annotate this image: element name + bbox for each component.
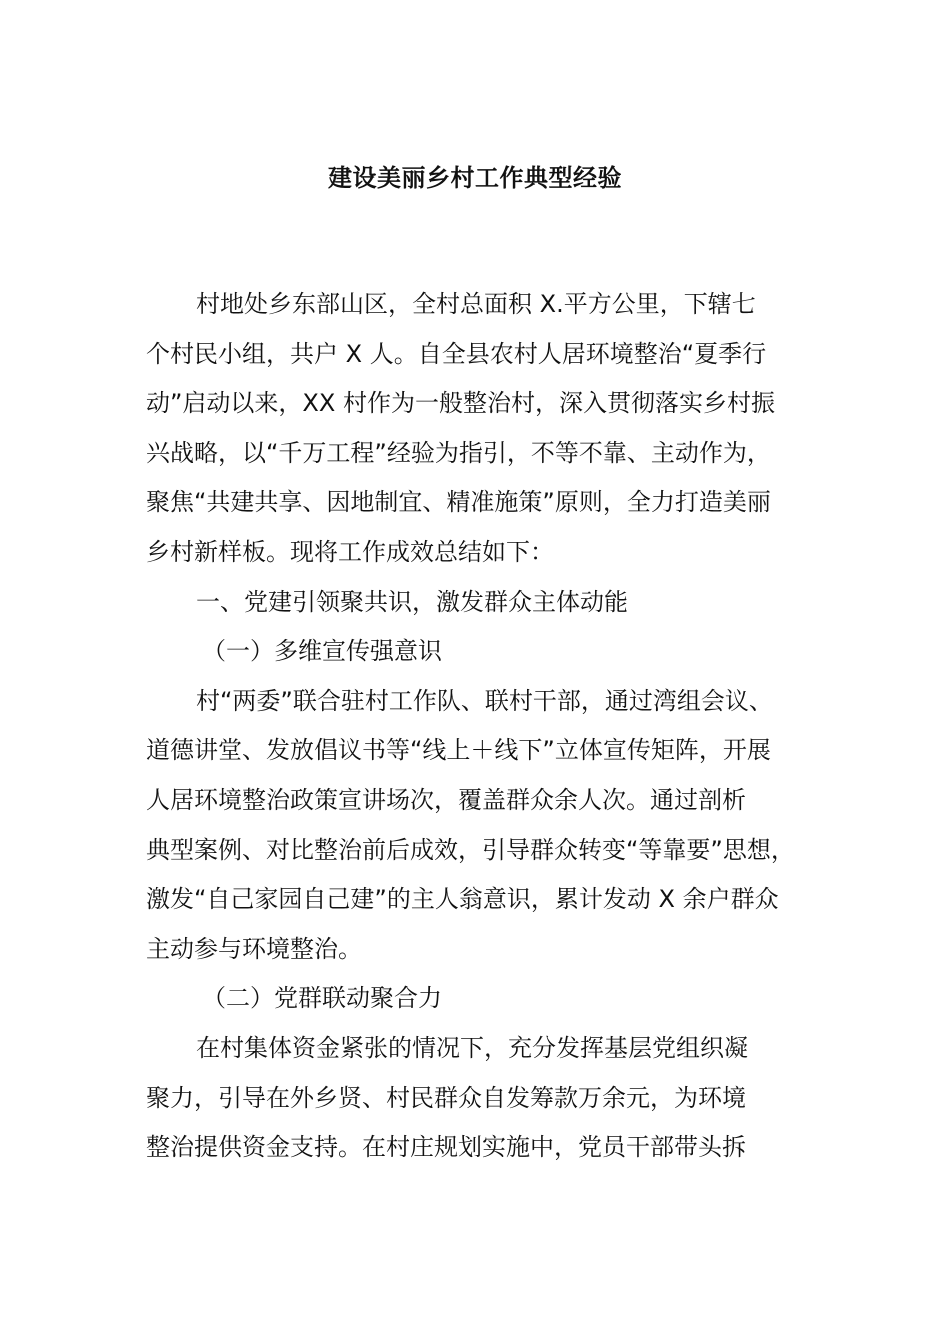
paragraph-line: 激发“自己家园自己建”的主人翁意识，累计发动 X 余户群众 <box>146 885 779 914</box>
paragraph-line: 动”启动以来，XX 村作为一般整治村，深入贯彻落实乡村振 <box>146 389 775 418</box>
document-title: 建设美丽乡村工作典型经验 <box>328 164 622 192</box>
section-heading: 一、党建引领聚共识，激发群众主体动能 <box>196 587 628 616</box>
paragraph-line: 整治提供资金支持。在村庄规划实施中，党员干部带头拆 <box>146 1133 746 1162</box>
paragraph-line: 主动参与环境整治。 <box>146 934 362 963</box>
paragraph-line: 村地处乡东部山区，全村总面积 X.平方公里，下辖七 <box>196 290 756 318</box>
paragraph-line: 道德讲堂、发放倡议书等“线上＋线下”立体宣传矩阵，开展 <box>146 736 771 765</box>
paragraph-line: 在村集体资金紧张的情况下，充分发挥基层党组织凝 <box>196 1033 748 1062</box>
subsection-heading: （一）多维宣传强意识 <box>202 637 442 666</box>
paragraph-line: 典型案例、对比整治前后成效，引导群众转变“等靠要”思想， <box>146 835 795 864</box>
subsection-heading: （二）党群联动聚合力 <box>202 984 442 1013</box>
paragraph-line: 兴战略，以“千万工程”经验为指引，不等不靠、主动作为， <box>146 438 771 467</box>
paragraph-line: 村“两委”联合驻村工作队、联村干部，通过湾组会议、 <box>196 686 773 715</box>
document-body <box>146 280 816 1173</box>
paragraph-line: 乡村新样板。现将工作成效总结如下： <box>146 537 554 566</box>
paragraph-line: 聚焦“共建共享、因地制宜、精准施策”原则，全力打造美丽 <box>146 488 771 517</box>
paragraph-line: 聚力，引导在外乡贤、村民群众自发筹款万余元，为环境 <box>146 1083 746 1112</box>
paragraph-line: 人居环境整治政策宣讲场次，覆盖群众余人次。通过剖析 <box>146 785 746 814</box>
paragraph-line: 个村民小组，共户 X 人。自全县农村人居环境整治“夏季行 <box>146 339 767 368</box>
